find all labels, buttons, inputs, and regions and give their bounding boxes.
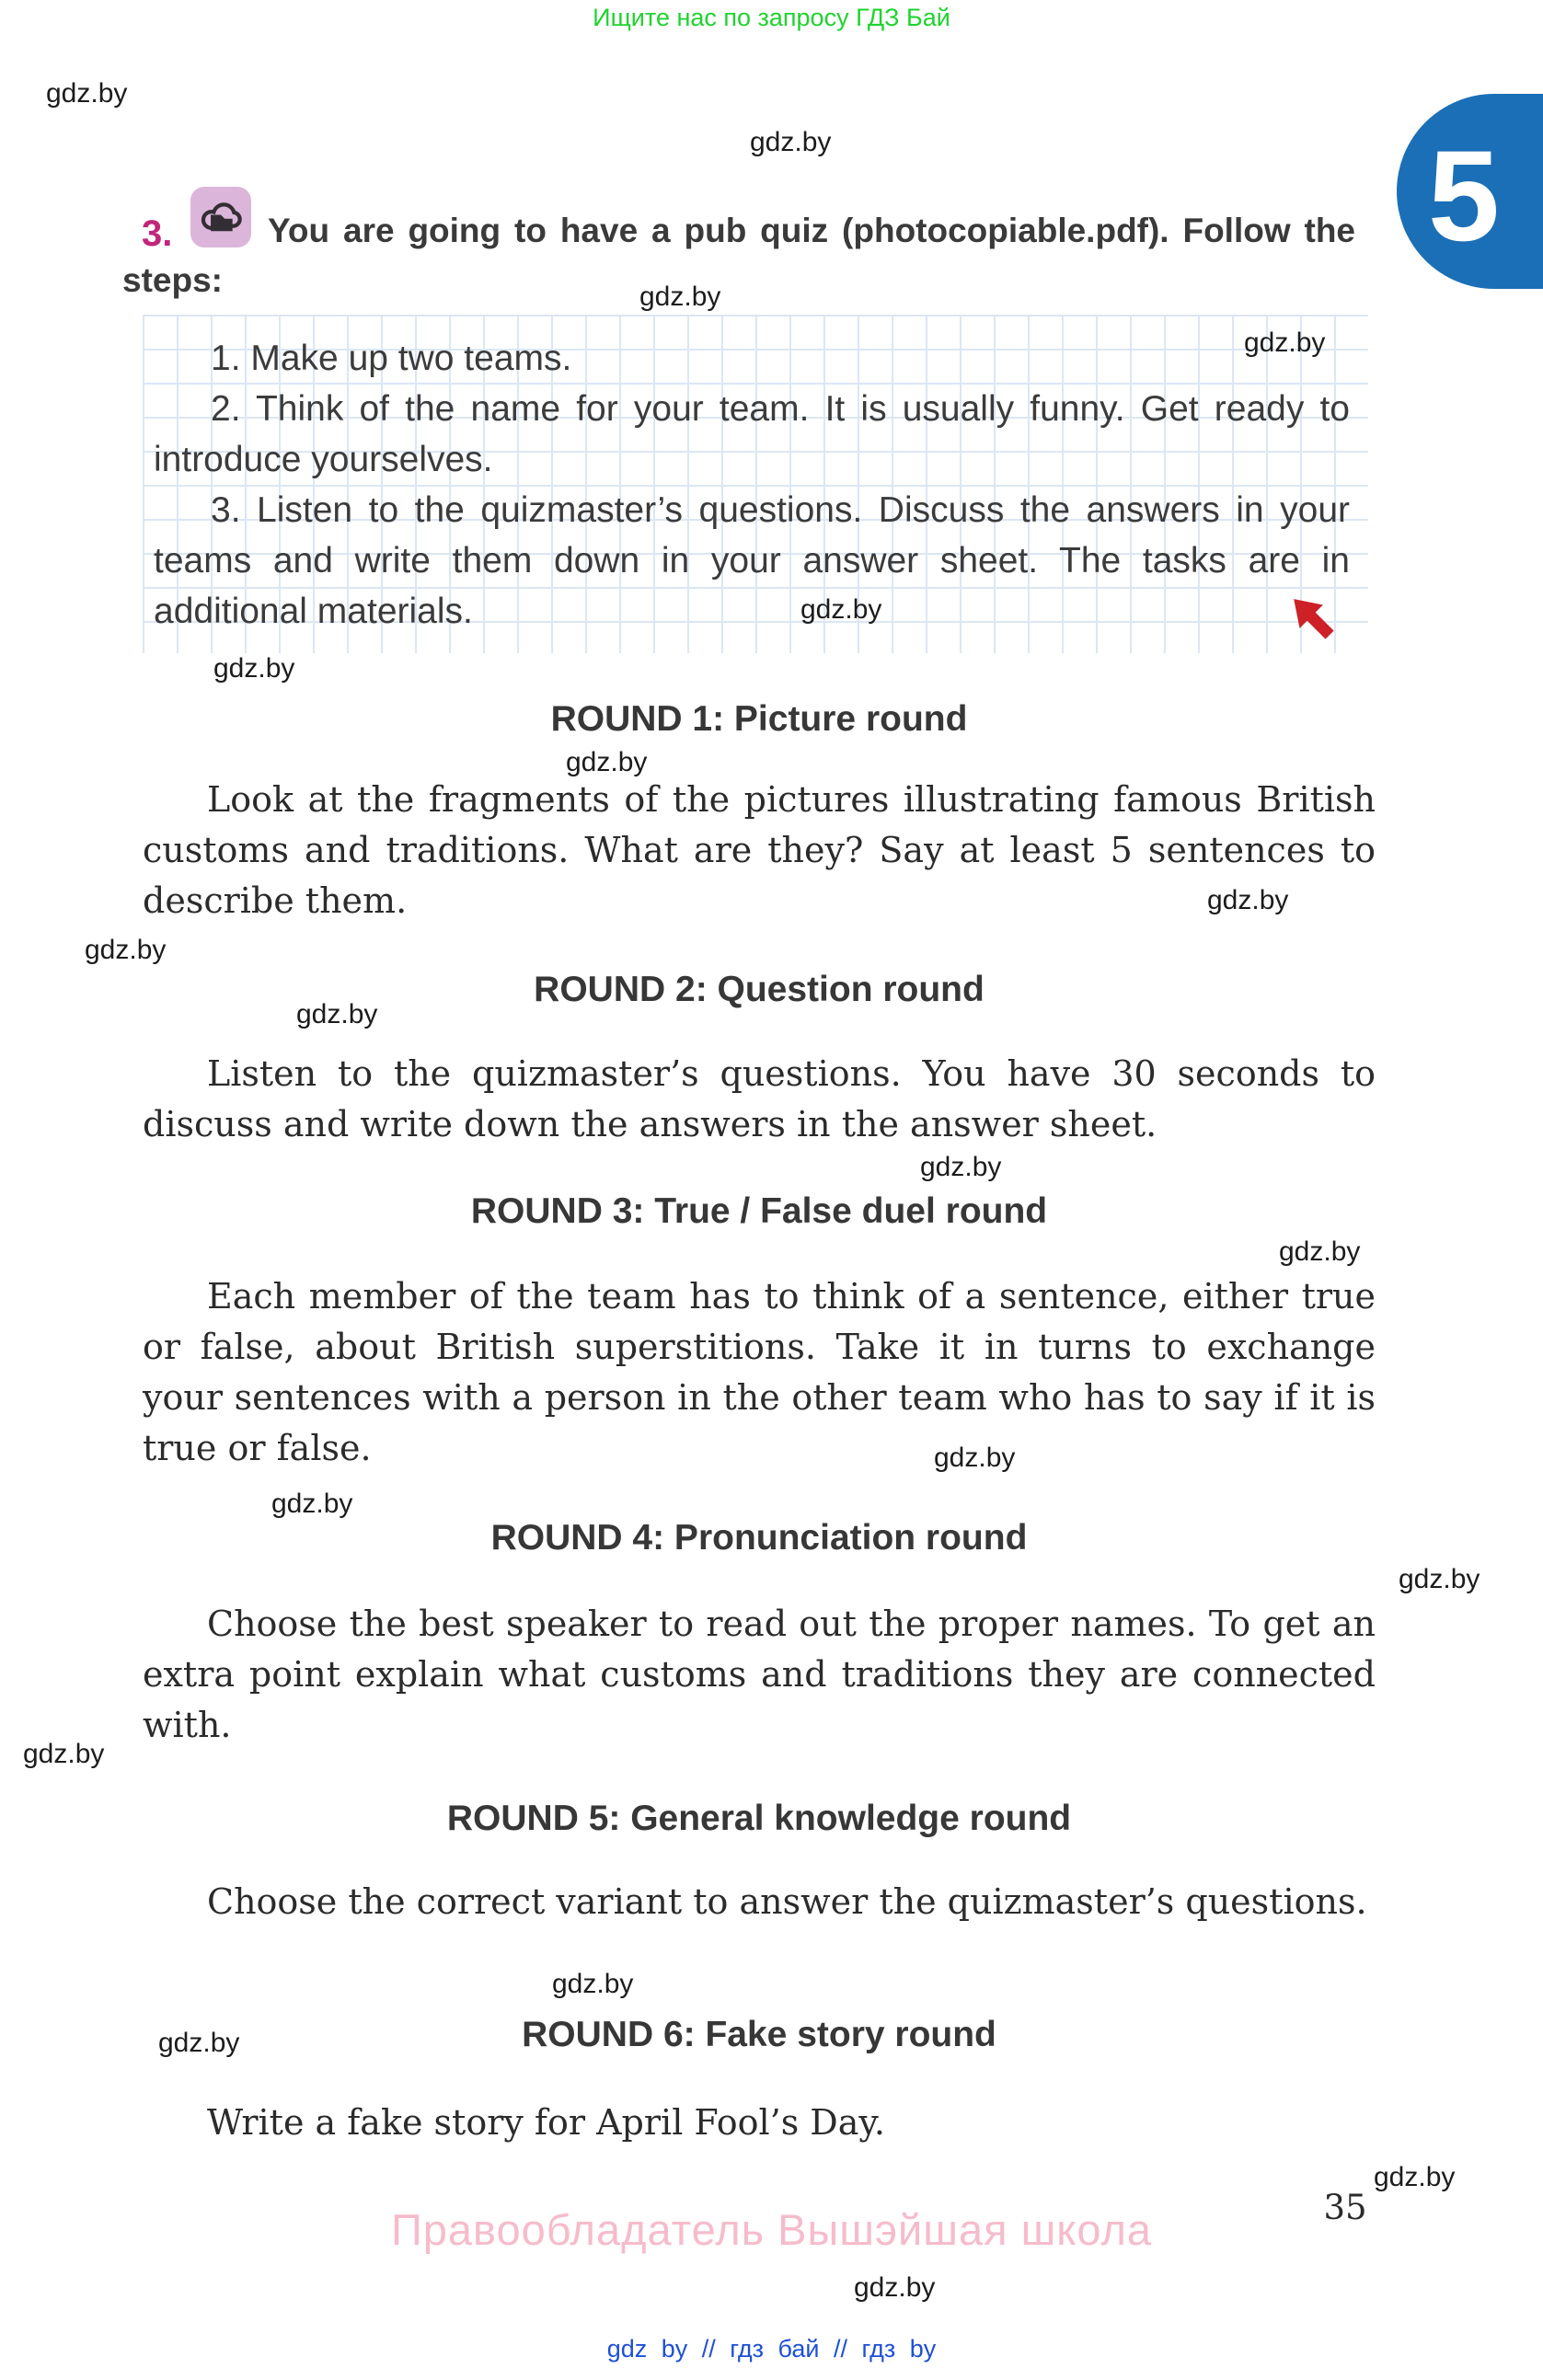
gdz-watermark: gdz.by [23, 1739, 105, 1769]
copyright-line: Правообладатель Вышэйшая школа [390, 2205, 1153, 2254]
gdz-watermark: gdz.by [1207, 885, 1289, 915]
gdz-watermark: gdz.by [639, 282, 721, 312]
unit-number-badge [1397, 94, 1543, 289]
gdz-watermark: gdz.by [800, 594, 882, 625]
gdz-watermark: gdz.by [854, 2272, 936, 2303]
round-1-heading: ROUND 1: Picture round [550, 699, 968, 739]
page-number: 35 [1323, 2188, 1367, 2227]
gdz-watermark: gdz.by [934, 1443, 1016, 1473]
round-5-text: Choose the correct variant to answer the quizmaster’s questions. [207, 1881, 1367, 1922]
red-arrow-icon [1284, 589, 1342, 648]
gdz-watermark: gdz.by [296, 999, 378, 1029]
gdz-watermark: gdz.by [552, 1969, 634, 1999]
step-3: 3. Listen to the quizmaster’s questions. Discuss the answers in your teams and write them down in your answer sheet. The tasks are in additional materials. [154, 490, 1350, 631]
step-2: 2. Think of the name for your team. It is usually funny. Get ready to introduce yourselves. [154, 389, 1350, 479]
round-3-text: Each member of the team has to think of a sentence, either true or false, about British superstitions. Take it in turns to exchange your sentences with a person in the other team who has to say if it is true or false. [143, 1276, 1376, 1468]
round-4-heading: ROUND 4: Pronunciation round [490, 1518, 1028, 1558]
gdz-watermark: gdz.by [750, 127, 832, 157]
top-search-hint: Ищите нас по запросу ГДЗ Бай [593, 4, 950, 31]
gdz-watermark: gdz.by [1374, 2162, 1456, 2192]
gdz-watermark: gdz.by [158, 2028, 240, 2058]
unit-number: 5 [1428, 123, 1500, 268]
steps-list [154, 333, 1350, 637]
gdz-watermark: gdz.by [1244, 328, 1326, 358]
round-6-text: Write a fake story for April Fool’s Day. [207, 2102, 885, 2143]
round-1-text: Look at the fragments of the pictures illustrating famous British customs and traditions. What are they? Say at least 5 sentences to describe them. [143, 779, 1376, 921]
gdz-watermark: gdz.by [1279, 1236, 1361, 1267]
round-4-text: Choose the best speaker to read out the proper names. To get an extra point explain what customs and traditions they are connected with. [143, 1604, 1376, 1745]
gdz-watermark: gdz.by [920, 1152, 1002, 1182]
gdz-watermark: gdz.by [46, 78, 128, 109]
gdz-watermark: gdz.by [271, 1489, 353, 1519]
round-3-heading: ROUND 3: True / False duel round [470, 1191, 1048, 1231]
steps-grid-box [143, 315, 1368, 653]
round-6-heading: ROUND 6: Fake story round [522, 2015, 996, 2054]
step-1: 1. Make up two teams. [211, 339, 572, 378]
gdz-watermark: gdz.by [85, 935, 167, 965]
round-5-heading: ROUND 5: General knowledge round [446, 1799, 1072, 1838]
cloud-folder-icon [190, 187, 251, 247]
gdz-watermark: gdz.by [213, 653, 295, 684]
round-2-heading: ROUND 2: Question round [534, 970, 985, 1009]
gdz-watermark: gdz.by [1399, 1564, 1480, 1594]
exercise-heading [122, 206, 1355, 305]
gdz-watermark: gdz.by [566, 747, 648, 777]
exercise-number: 3. [142, 213, 173, 254]
footer-links: gdz by // гдз бай // гдз by [606, 2335, 937, 2363]
exercise-title: You are going to have a pub quiz (photocopiable.pdf). Follow the steps: [122, 212, 1355, 299]
round-2-text: Listen to the quizmaster’s questions. You have 30 seconds to discuss and write down the answers in the answer sheet. [143, 1053, 1376, 1144]
